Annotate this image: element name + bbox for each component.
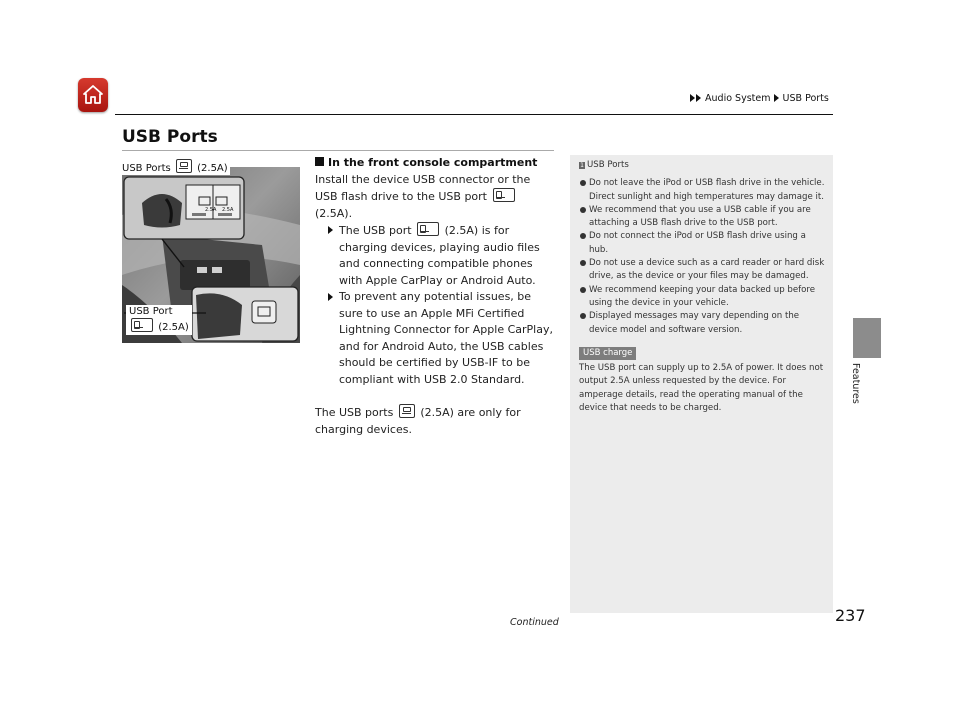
breadcrumb-arrow-icon (690, 94, 695, 102)
usb-port-rating: (2.5A) (158, 322, 189, 333)
intro-paragraph (315, 172, 555, 223)
bullet-arrow-icon (328, 293, 333, 301)
section-heading-text: In the front console compartment (328, 156, 538, 169)
reference-number-icon: 1 (580, 162, 584, 169)
home-icon[interactable] (78, 78, 108, 112)
usb-data-port-icon (131, 318, 153, 332)
usb-ports-label (122, 159, 230, 175)
console-illustration (122, 155, 300, 343)
note-text: We recommend that you use a USB cable if you are attaching a USB flash drive to the USB port. (589, 204, 811, 229)
bullet-dot-icon (580, 287, 586, 293)
usb-port-label-text: USB Port (129, 306, 173, 317)
note-bullet (579, 230, 825, 257)
features-tab-label[interactable] (849, 363, 863, 411)
usb-charge-port-icon (176, 159, 192, 173)
usb-charge-text: The USB port can supply up to 2.5A of power. It does not output 2.5A unless requested by the device. For amperage details, read the operating manual of the device that needs to be charged. (579, 363, 824, 414)
usb-data-port-icon (493, 188, 515, 202)
breadcrumb-arrow-icon (774, 94, 779, 102)
bullet-arrow-icon (328, 226, 333, 234)
bullet2-text: To prevent any potential issues, be sure to use an Apple MFi Certified Lightning Connector for Apple CarPlay, and for Android Auto, the USB cables should be certified by USB-IF to be compliant with USB 2.0 Standard. (339, 290, 553, 386)
intro-text: Install the device USB connector or the USB flash drive to the USB port (315, 172, 531, 203)
note-bullet (579, 284, 825, 311)
breadcrumb (690, 93, 833, 104)
usb-data-port-icon (417, 222, 439, 236)
note-bullet (579, 310, 825, 337)
bullet-dot-icon (580, 180, 586, 186)
closing-start: The USB ports (315, 406, 394, 419)
closing-paragraph (315, 404, 555, 438)
notes-panel (570, 155, 833, 613)
features-tab-marker[interactable] (853, 318, 881, 358)
note-text: Do not use a device such as a card reader or hard disk drive, as the device or your files may be damaged. (589, 258, 825, 282)
page-number: 237 (835, 606, 866, 625)
features-tab-label-text: Features (850, 363, 861, 404)
bullet1-start: The USB port (339, 224, 412, 237)
section-marker-icon (315, 157, 324, 166)
bullet-dot-icon (580, 260, 586, 266)
note-text: Displayed messages may vary depending on the device model and software version. (589, 311, 800, 335)
intro-rating: (2.5A). (315, 206, 353, 220)
port-rating-left: 2.5A (205, 207, 217, 213)
usb-charge-badge: USB charge (579, 347, 636, 360)
note-bullet (579, 204, 825, 231)
continued-label: Continued (510, 617, 559, 628)
note-text: We recommend keeping your data backed up before using the device in your vehicle. (589, 284, 816, 308)
bullet-dot-icon (580, 207, 586, 213)
bullet-item (315, 222, 555, 289)
page-title: USB Ports (122, 127, 218, 147)
note-text: Do not connect the iPod or USB flash drive using a hub. (589, 231, 806, 255)
header-divider (115, 114, 833, 115)
bullet-dot-icon (580, 313, 586, 319)
notes-title (579, 159, 825, 172)
usb-port-label (126, 305, 192, 335)
title-divider (122, 150, 554, 151)
section-heading (315, 155, 555, 172)
bullet-item (315, 289, 555, 388)
breadcrumb-arrow-icon (696, 94, 701, 102)
note-bullet (579, 257, 825, 284)
usb-charge-port-icon (399, 404, 415, 418)
closing-rest: (2.5A) are only for charging devices. (315, 406, 521, 436)
breadcrumb-item-audio-system[interactable]: Audio System (705, 93, 771, 104)
bullet1-rest: (2.5A) is for charging devices, playing audio files and connecting compatible phones with Apple CarPlay or Android Auto. (339, 224, 540, 287)
breadcrumb-item-usb-ports[interactable]: USB Ports (782, 93, 829, 104)
notes-title-text: USB Ports (587, 160, 629, 170)
usb-ports-rating: (2.5A) (197, 163, 228, 174)
note-text: Do not leave the iPod or USB flash drive in the vehicle. Direct sunlight and high temperatures may damage it. (589, 178, 825, 202)
bullet-dot-icon (580, 233, 586, 239)
note-bullet (579, 177, 825, 204)
usb-ports-label-text: USB Ports (122, 163, 171, 174)
port-rating-right: 2.5A (222, 207, 234, 213)
main-content (315, 155, 555, 438)
